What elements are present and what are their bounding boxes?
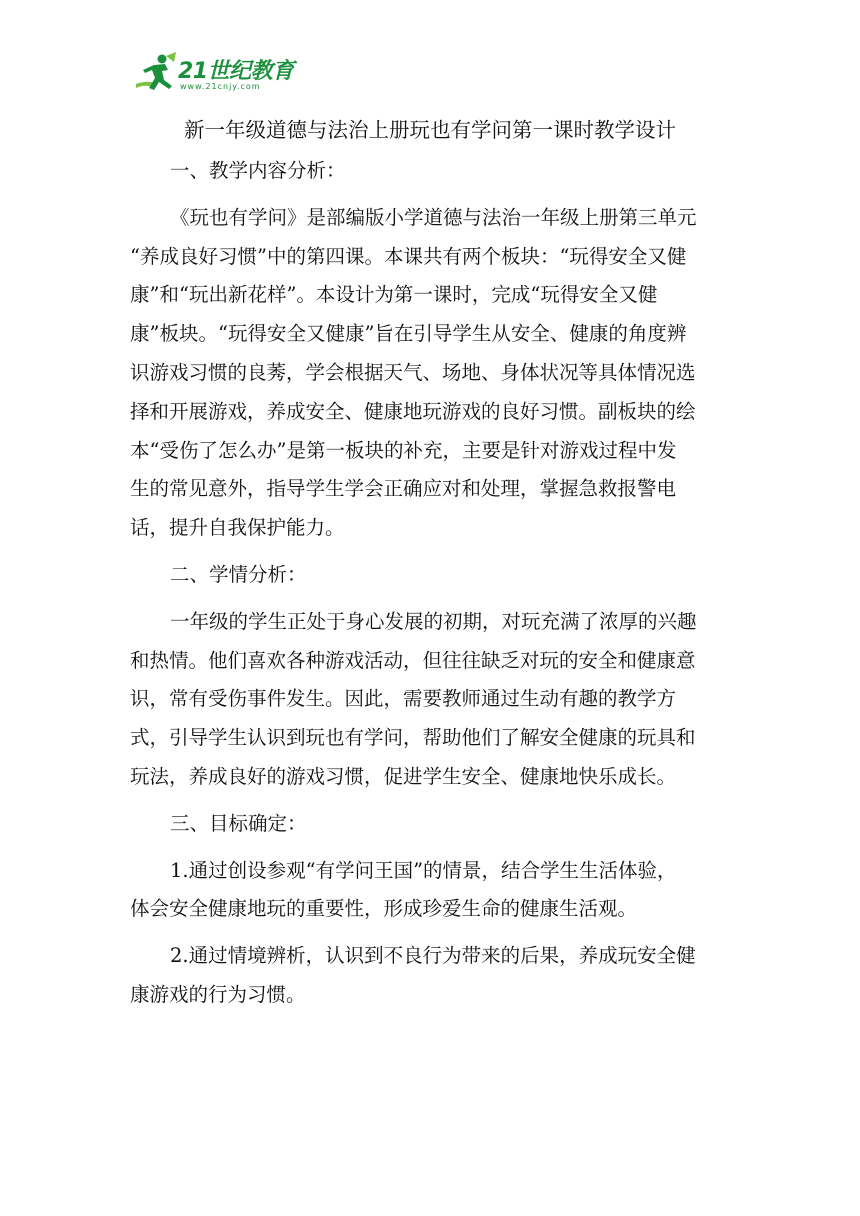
document-body [130,152,730,1015]
logo [132,50,312,100]
paragraph-goal-2 [130,937,730,1015]
text-line: 体会安全健康地玩的重要性，形成珍爱生命的健康生活观。 [130,897,638,921]
document-title: 新一年级道德与法治上册玩也有学问第一课时教学设计 [184,118,676,142]
text-line: 2.通过情境辨析，认识到不良行为带来的后果，养成玩安全健 [170,944,696,968]
section-heading-content: 一、教学内容分析： [170,159,346,182]
running-man-logo-icon [132,50,180,98]
text-line: 和热情。他们喜欢各种游戏活动，但往往缺乏对玩的安全和健康意 [130,648,696,672]
paragraph-content-analysis [130,199,730,548]
text-line: 生的常见意外，指导学生学会正确应对和处理，掌握急救报警电 [130,477,677,501]
paragraph-learner-analysis [130,603,730,797]
text-line: 一年级的学生正处于身心发展的初期，对玩充满了浓厚的兴趣 [170,609,697,633]
text-line: “养成良好习惯”中的第四课。本课共有两个板块：“玩得安全又健 [130,244,687,268]
section-heading-learner: 二、学情分析： [170,562,307,586]
text-line: 玩法，养成良好的游戏习惯，促进学生安全、健康地快乐成长。 [130,764,677,788]
text-line: 择和开展游戏，养成安全、健康地玩游戏的良好习惯。副板块的绘 [130,399,696,423]
text-line: 康”板块。“玩得安全又健康”旨在引导学生从安全、健康的角度辨 [130,322,687,346]
logo-name: 21世纪教育 [178,59,294,84]
text-line: 识，常有受伤事件发生。因此，需要教师通过生动有趣的教学方 [130,687,677,711]
paragraph-goal-1 [130,852,730,930]
text-line: 本“受伤了怎么办”是第一板块的补充，主要是针对游戏过程中发 [130,438,677,462]
text-line: 1.通过创设参观“有学问王国”的情景，结合学生生活体验， [170,858,677,882]
text-line: 康游戏的行为习惯。 [130,982,306,1006]
text-line: 识游戏习惯的良莠，学会根据天气、场地、身体状况等具体情况选 [130,360,696,384]
section-heading-goals: 三、目标确定： [170,811,307,835]
logo-url: www.21cnjy.com [180,82,261,91]
text-line: 话，提升自我保护能力。 [130,516,345,540]
text-line: 式，引导学生认识到玩也有学问，帮助他们了解安全健康的玩具和 [130,726,696,750]
text-line: 《玩也有学问》是部编版小学道德与法治一年级上册第三单元 [170,205,697,229]
text-line: 康”和“玩出新花样”。本设计为第一课时，完成“玩得安全又健 [130,283,658,307]
